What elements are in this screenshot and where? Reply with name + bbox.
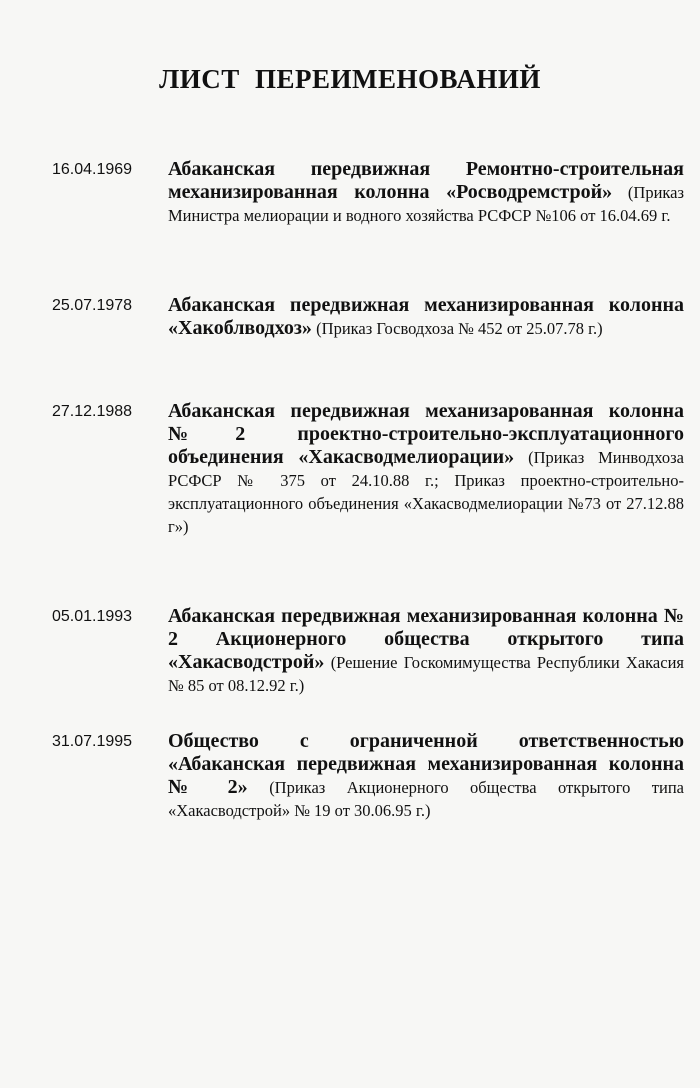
- entry-name: Абаканская передвижная механизированная колонна «Хакоблводхоз»: [168, 294, 684, 339]
- entry-basis: (Решение Госкомимущества Республики Хакасия № 85 от 08.12.92 г.): [168, 653, 684, 695]
- entry-basis: (Приказ Минводхоза РСФСР № 375 от 24.10.88 г.; Приказ проектно-строительно-эксплуатационного объединения «Хакасводмелиорации №73 от 27.12.88 г»): [168, 448, 684, 536]
- entry-text: [168, 605, 684, 697]
- entry-date: 27.12.1988: [52, 403, 133, 420]
- entry-text: [168, 400, 684, 538]
- entry-date: 16.04.1969: [52, 161, 133, 178]
- page-title: ЛИСТ ПЕРЕИМЕНОВАНИЙ: [159, 64, 541, 94]
- entry-name: Абаканская передвижная механизированная колонна № 2 Акционерного общества открытого типа «Хакасводстрой»: [168, 605, 684, 673]
- entry-name: Абаканская передвижная механизарованная колонна №2 проектно-строительно-эксплуатационного объединения «Хакасводмелиорации»: [168, 400, 684, 468]
- entry-date: 05.01.1993: [52, 608, 133, 625]
- entry-text: [168, 158, 684, 227]
- entry-date: 31.07.1995: [52, 733, 133, 750]
- entry-date: 25.07.1978: [52, 297, 133, 314]
- entry-name: Общество с ограниченной ответственностью «Абаканская передвижная механизированная колонна № 2»: [168, 730, 684, 798]
- entry-name: Абаканская передвижная Ремонтно-строительная механизированная колонна «Росводремстрой»: [168, 158, 684, 203]
- entry-basis: (Приказ Министра мелиорации и водного хозяйства РСФСР №106 от 16.04.69 г.: [168, 183, 685, 225]
- entry-basis: (Приказ Акционерного общества открытого типа «Хакасводстрой» № 19 от 30.06.95 г.): [168, 778, 684, 820]
- entry-text: [168, 730, 684, 822]
- entry-basis: (Приказ Госводхоза № 452 от 25.07.78 г.): [316, 319, 603, 338]
- entry-text: [168, 294, 684, 340]
